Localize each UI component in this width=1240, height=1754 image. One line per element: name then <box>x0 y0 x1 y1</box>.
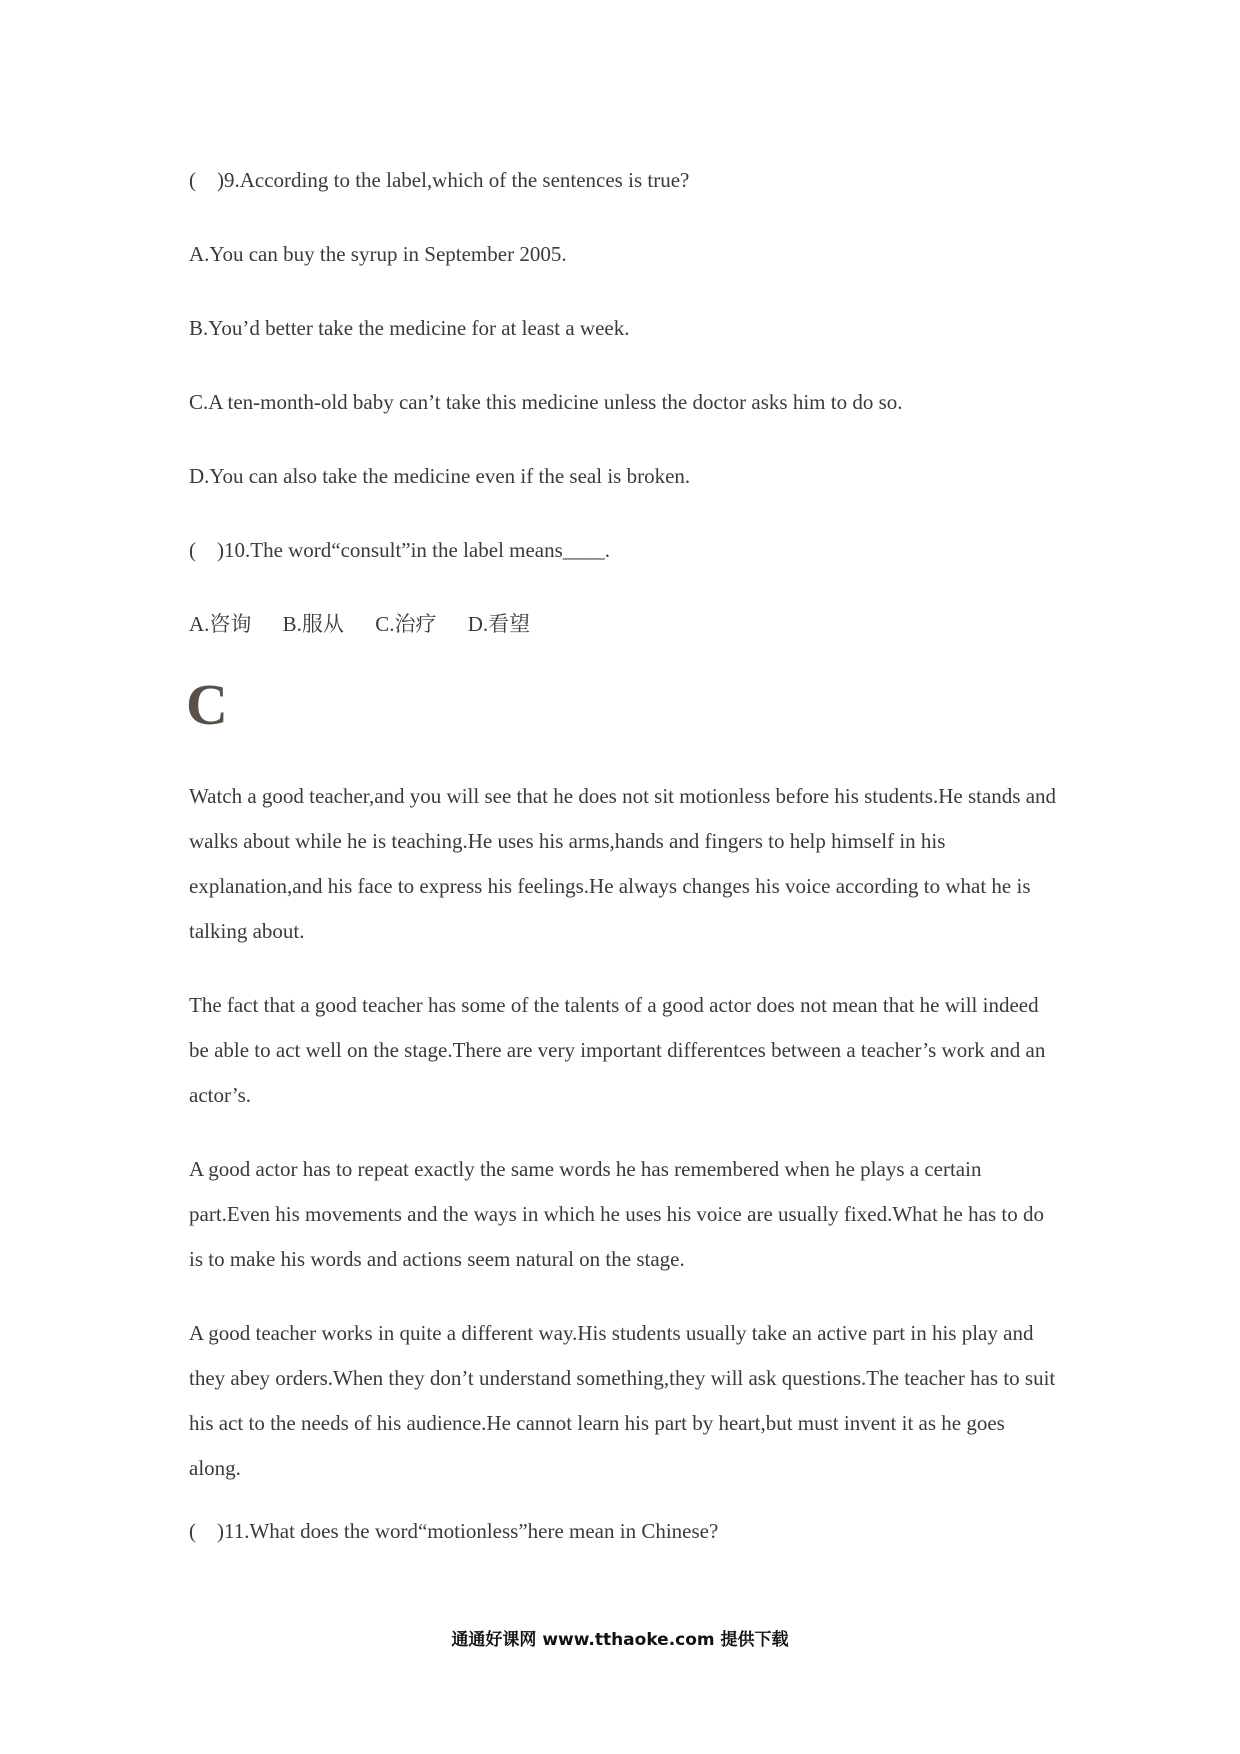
question-10-option-d: D.看望 <box>467 612 531 636</box>
question-9-option-a: A.You can buy the syrup in September 2005. <box>189 242 567 266</box>
question-9-stem: ( )9.According to the label,which of the sentences is true? <box>189 168 690 192</box>
question-10-stem: ( )10.The word“consult”in the label means____. <box>189 538 611 562</box>
question-10-option-a: A.咨询 <box>189 612 252 636</box>
question-10-option-b: B.服从 <box>282 612 344 636</box>
page-footer: 通通好课网 www.tthaoke.com 提供下载 <box>451 1630 789 1650</box>
passage-paragraph-3: A good actor has to repeat exactly the same words he has remembered when he plays a certain part.Even his movements and the ways in which he uses his voice are usually fixed.What he has to do is to make his words and actions seem natural on the stage. <box>189 1157 1044 1271</box>
question-10-option-c: C.治疗 <box>375 612 437 636</box>
passage-paragraph-4: A good teacher works in quite a different way.His students usually take an active part in his play and they abey orders.When they don’t understand something,they will ask questions.The teacher has to suit his act to the needs of his audience.He cannot learn his part by heart,but must invent it as he goes along. <box>189 1321 1056 1480</box>
question-9-option-b: B.You’d better take the medicine for at least a week. <box>189 316 630 340</box>
question-10-options <box>189 614 530 635</box>
passage-paragraph-2: The fact that a good teacher has some of the talents of a good actor does not mean that he will indeed be able to act well on the stage.There are very important differentces between a teacher’s work and an actor’s. <box>189 993 1046 1107</box>
question-9-option-c: C.A ten-month-old baby can’t take this medicine unless the doctor asks him to do so. <box>189 390 903 414</box>
section-heading: C <box>186 672 228 737</box>
question-11-stem: ( )11.What does the word“motionless”here mean in Chinese? <box>189 1519 719 1543</box>
passage-paragraph-1: Watch a good teacher,and you will see that he does not sit motionless before his students.He stands and walks about while he is teaching.He uses his arms,hands and fingers to help himself in his explanation,and his face to express his feelings.He always changes his voice according to what he is talking about. <box>189 784 1057 943</box>
question-9-option-d: D.You can also take the medicine even if the seal is broken. <box>189 464 691 488</box>
